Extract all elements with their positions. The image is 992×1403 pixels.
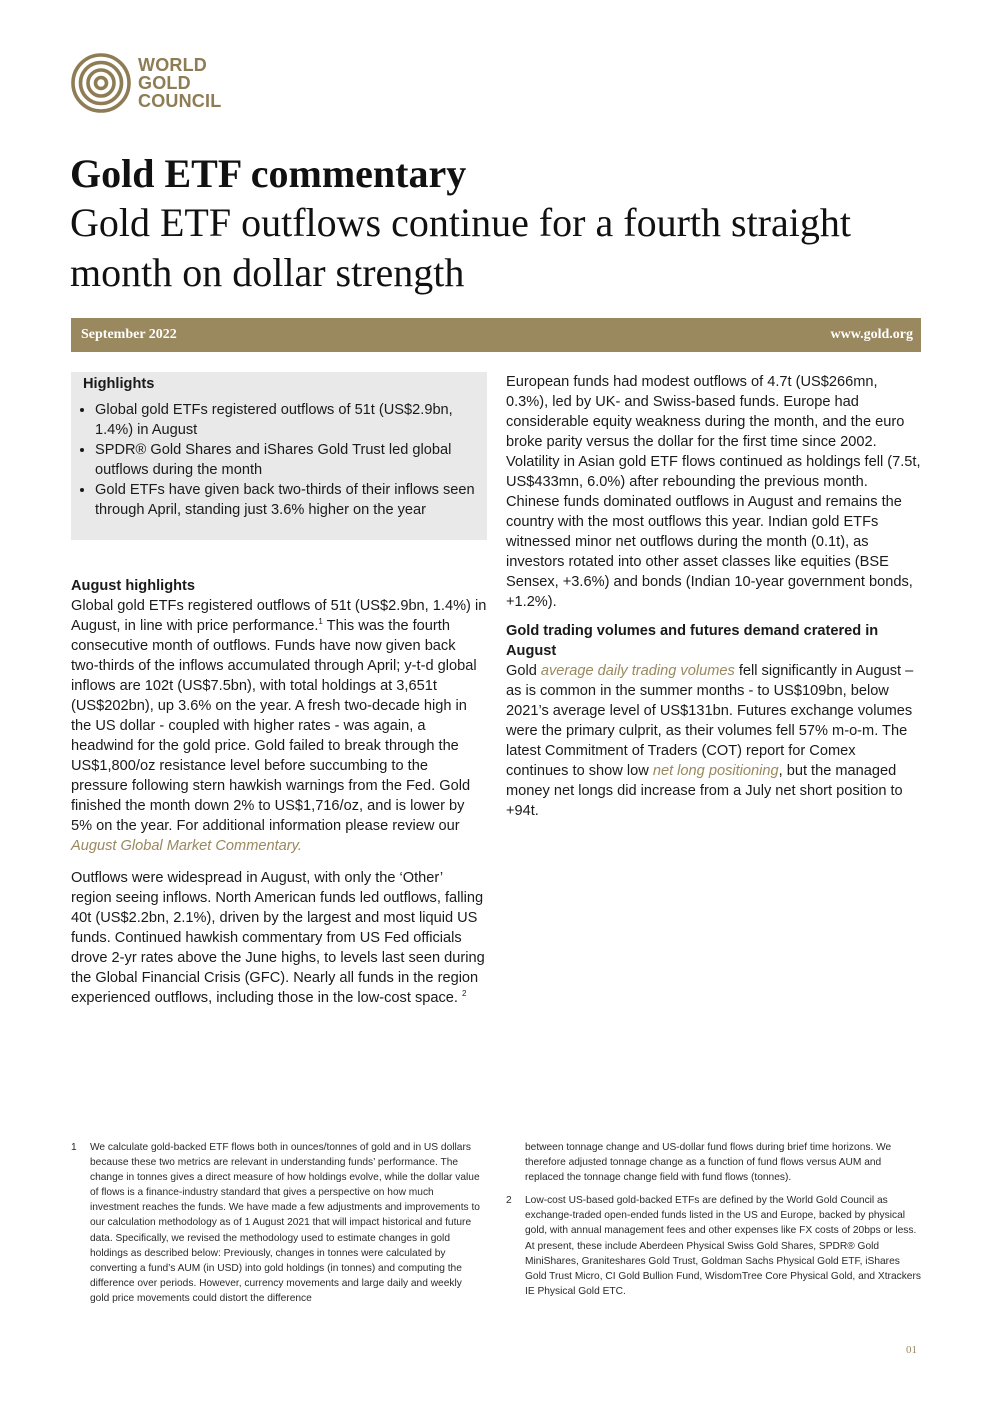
document-subtitle: Gold ETF outflows continue for a fourth straight month on dollar strength (70, 200, 851, 295)
market-commentary-link[interactable]: August Global Market Commentary. (71, 838, 302, 854)
highlight-item: • SPDR® Gold Shares and iShares Gold Trust led global outflows during the month (95, 440, 477, 480)
footnote-2 (506, 1193, 922, 1299)
europe-asia-paragraph: European funds had modest outflows of 4.7t (US$266mn, 0.3%), led by UK- and Swiss-based funds. Europe had considerable equity weakness during the month, and the euro broke parity versus the dollar for the first time since 2002. Volatility in Asian gold ETF flows continued as holdings fell (7.5t, US$433mn, 6.0%) after rebounding the previous month. Chinese funds dominated outflows in August and remains the country with the most outflows this year. Indian gold ETFs witnessed minor net outflows during the month (0.1t), as investors rotated into other asset classes like equities (BSE Sensex, +3.6%) and bonds (Indian 10-year government bonds, +1.2%). (506, 374, 921, 610)
highlight-item: • Global gold ETFs registered outflows of 51t (US$2.9bn, 1.4%) in August (95, 400, 477, 440)
right-column (506, 372, 922, 821)
logo-line-1: WORLD (138, 55, 207, 75)
august-p1-text-b: This was the fourth consecutive month of outflows. Funds have now given back two-thirds of the inflows accumulated through April; y-t-d global inflows are 102t (US$7.5bn), with total holdings at 3,651t (US$202bn), up 3.6% on the year. A fresh two-decade high in the US dollar - coupled with higher rates - was again, a headwind for the gold price. Gold failed to break through the US$1,800/oz resistance level before succumbing to the pressure following stern hawkish warnings from the Fed. Gold finished the month down 2% to US$1,716/oz, and is lower by 5% on the year. For additional information please review our (71, 618, 477, 834)
footnote-ref-1[interactable]: 1 (318, 617, 323, 627)
wgc-logo (70, 52, 221, 114)
footnote-1-continued: between tonnage change and US-dollar fund flows during brief time horizons. We therefore adjusted tonnage change as a function of fund flows versus AUM and replaced the tonnage change field with fund flows (tonnes). (525, 1142, 892, 1184)
left-column (71, 372, 487, 1008)
footnotes-left (71, 1140, 481, 1306)
footnote-ref-2[interactable]: 2 (462, 989, 467, 999)
volumes-text-b: fell significantly in August – as is common in the summer months - to US$109bn, below 2021’s average level of US$131bn. Futures exchange volumes were the primary culprit, as their volumes fell 57% m-o-m. The latest Commitment of Traders (COT) report for Comex continues to show low (506, 663, 914, 779)
header-band (71, 318, 921, 352)
highlights-heading: Highlights (83, 376, 155, 392)
volumes-text-c: , but the managed money net longs did increase from a July net short position to +94t. (506, 763, 903, 819)
august-p1-text-a: Global gold ETFs registered outflows of 51t (US$2.9bn, 1.4%) in August, in line with price performance. (71, 598, 487, 634)
wgc-rings-icon (70, 52, 132, 114)
footnote-1-number: 1 (71, 1142, 77, 1153)
logo-line-2: GOLD (138, 73, 191, 93)
net-long-positioning-link[interactable]: net long positioning (652, 763, 779, 779)
logo-line-3: COUNCIL (138, 91, 222, 111)
trading-volumes-heading: Gold trading volumes and futures demand cratered in August (506, 623, 879, 659)
august-paragraph-2 (71, 868, 487, 1008)
highlight-item: • Gold ETFs have given back two-thirds of their inflows seen through April, standing just 3.6% higher on the year (95, 480, 477, 520)
highlights-box (71, 372, 487, 540)
footnote-2-text: Low-cost US-based gold-backed ETFs are defined by the World Gold Council as exchange-traded open-ended funds listed in the US and Europe, backed by physical gold, with annual management fees and other expenses like FX costs of 20bps or less. At present, these include Aberdeen Physical Swiss Gold Shares, SPDR® Gold MiniShares, Graniteshares Gold Trust, Goldman Sachs Physical Gold ETF, iShares Gold Trust Micro, CI Gold Bullion Fund, WisdomTree Core Physical Gold, and Xtrackers IE Physical Gold ETC. (525, 1195, 921, 1297)
trading-volumes-paragraph (506, 661, 922, 821)
footnote-1 (71, 1140, 481, 1306)
page-number: 01 (906, 1344, 917, 1356)
publication-date: September 2022 (81, 327, 177, 342)
volumes-text-a: Gold (506, 663, 541, 679)
document-title: Gold ETF commentary (70, 151, 467, 196)
highlights-list (83, 400, 477, 520)
august-p2-text: Outflows were widespread in August, with only the ‘Other’ region seeing inflows. North American funds led outflows, falling 40t (US$2.2bn, 2.1%), driven by the largest and most liquid US funds. Continued hawkish commentary from US Fed officials drove 2-yr rates above the June highs, to levels last seen during the Global Financial Crisis (GFC). Nearly all funds in the region experienced outflows, including those in the low-cost space. (71, 870, 485, 1006)
august-paragraph-1 (71, 596, 487, 856)
august-highlights-heading: August highlights (71, 578, 196, 594)
footnote-1-text: We calculate gold-backed ETF flows both in ounces/tonnes of gold and in US dollars because these two metrics are relevant in understanding funds’ performance. The change in tonnes gives a direct measure of how holdings evolve, while the dollar value of flows is a finance-industry standard that gives a perspective on how much investment reaches the funds. We have made a few adjustments and improvements to our calculation methodology as of 1 August 2021 that will impact historical and future data. Specifically, we revised the methodology used to estimate changes in gold holdings as described below: Previously, changes in tonnes were calculated by converting a fund’s AUM (in USD) into gold holdings (in tonnes) and computing the difference over periods. However, currency movements and large daily and weekly gold price movements could distort the difference (90, 1142, 480, 1304)
website-link[interactable]: www.gold.org (830, 327, 913, 342)
footnotes-right (506, 1140, 922, 1299)
trading-volumes-link[interactable]: average daily trading volumes (540, 663, 735, 679)
logo-wordmark (138, 56, 221, 110)
footnote-2-number: 2 (506, 1195, 512, 1207)
